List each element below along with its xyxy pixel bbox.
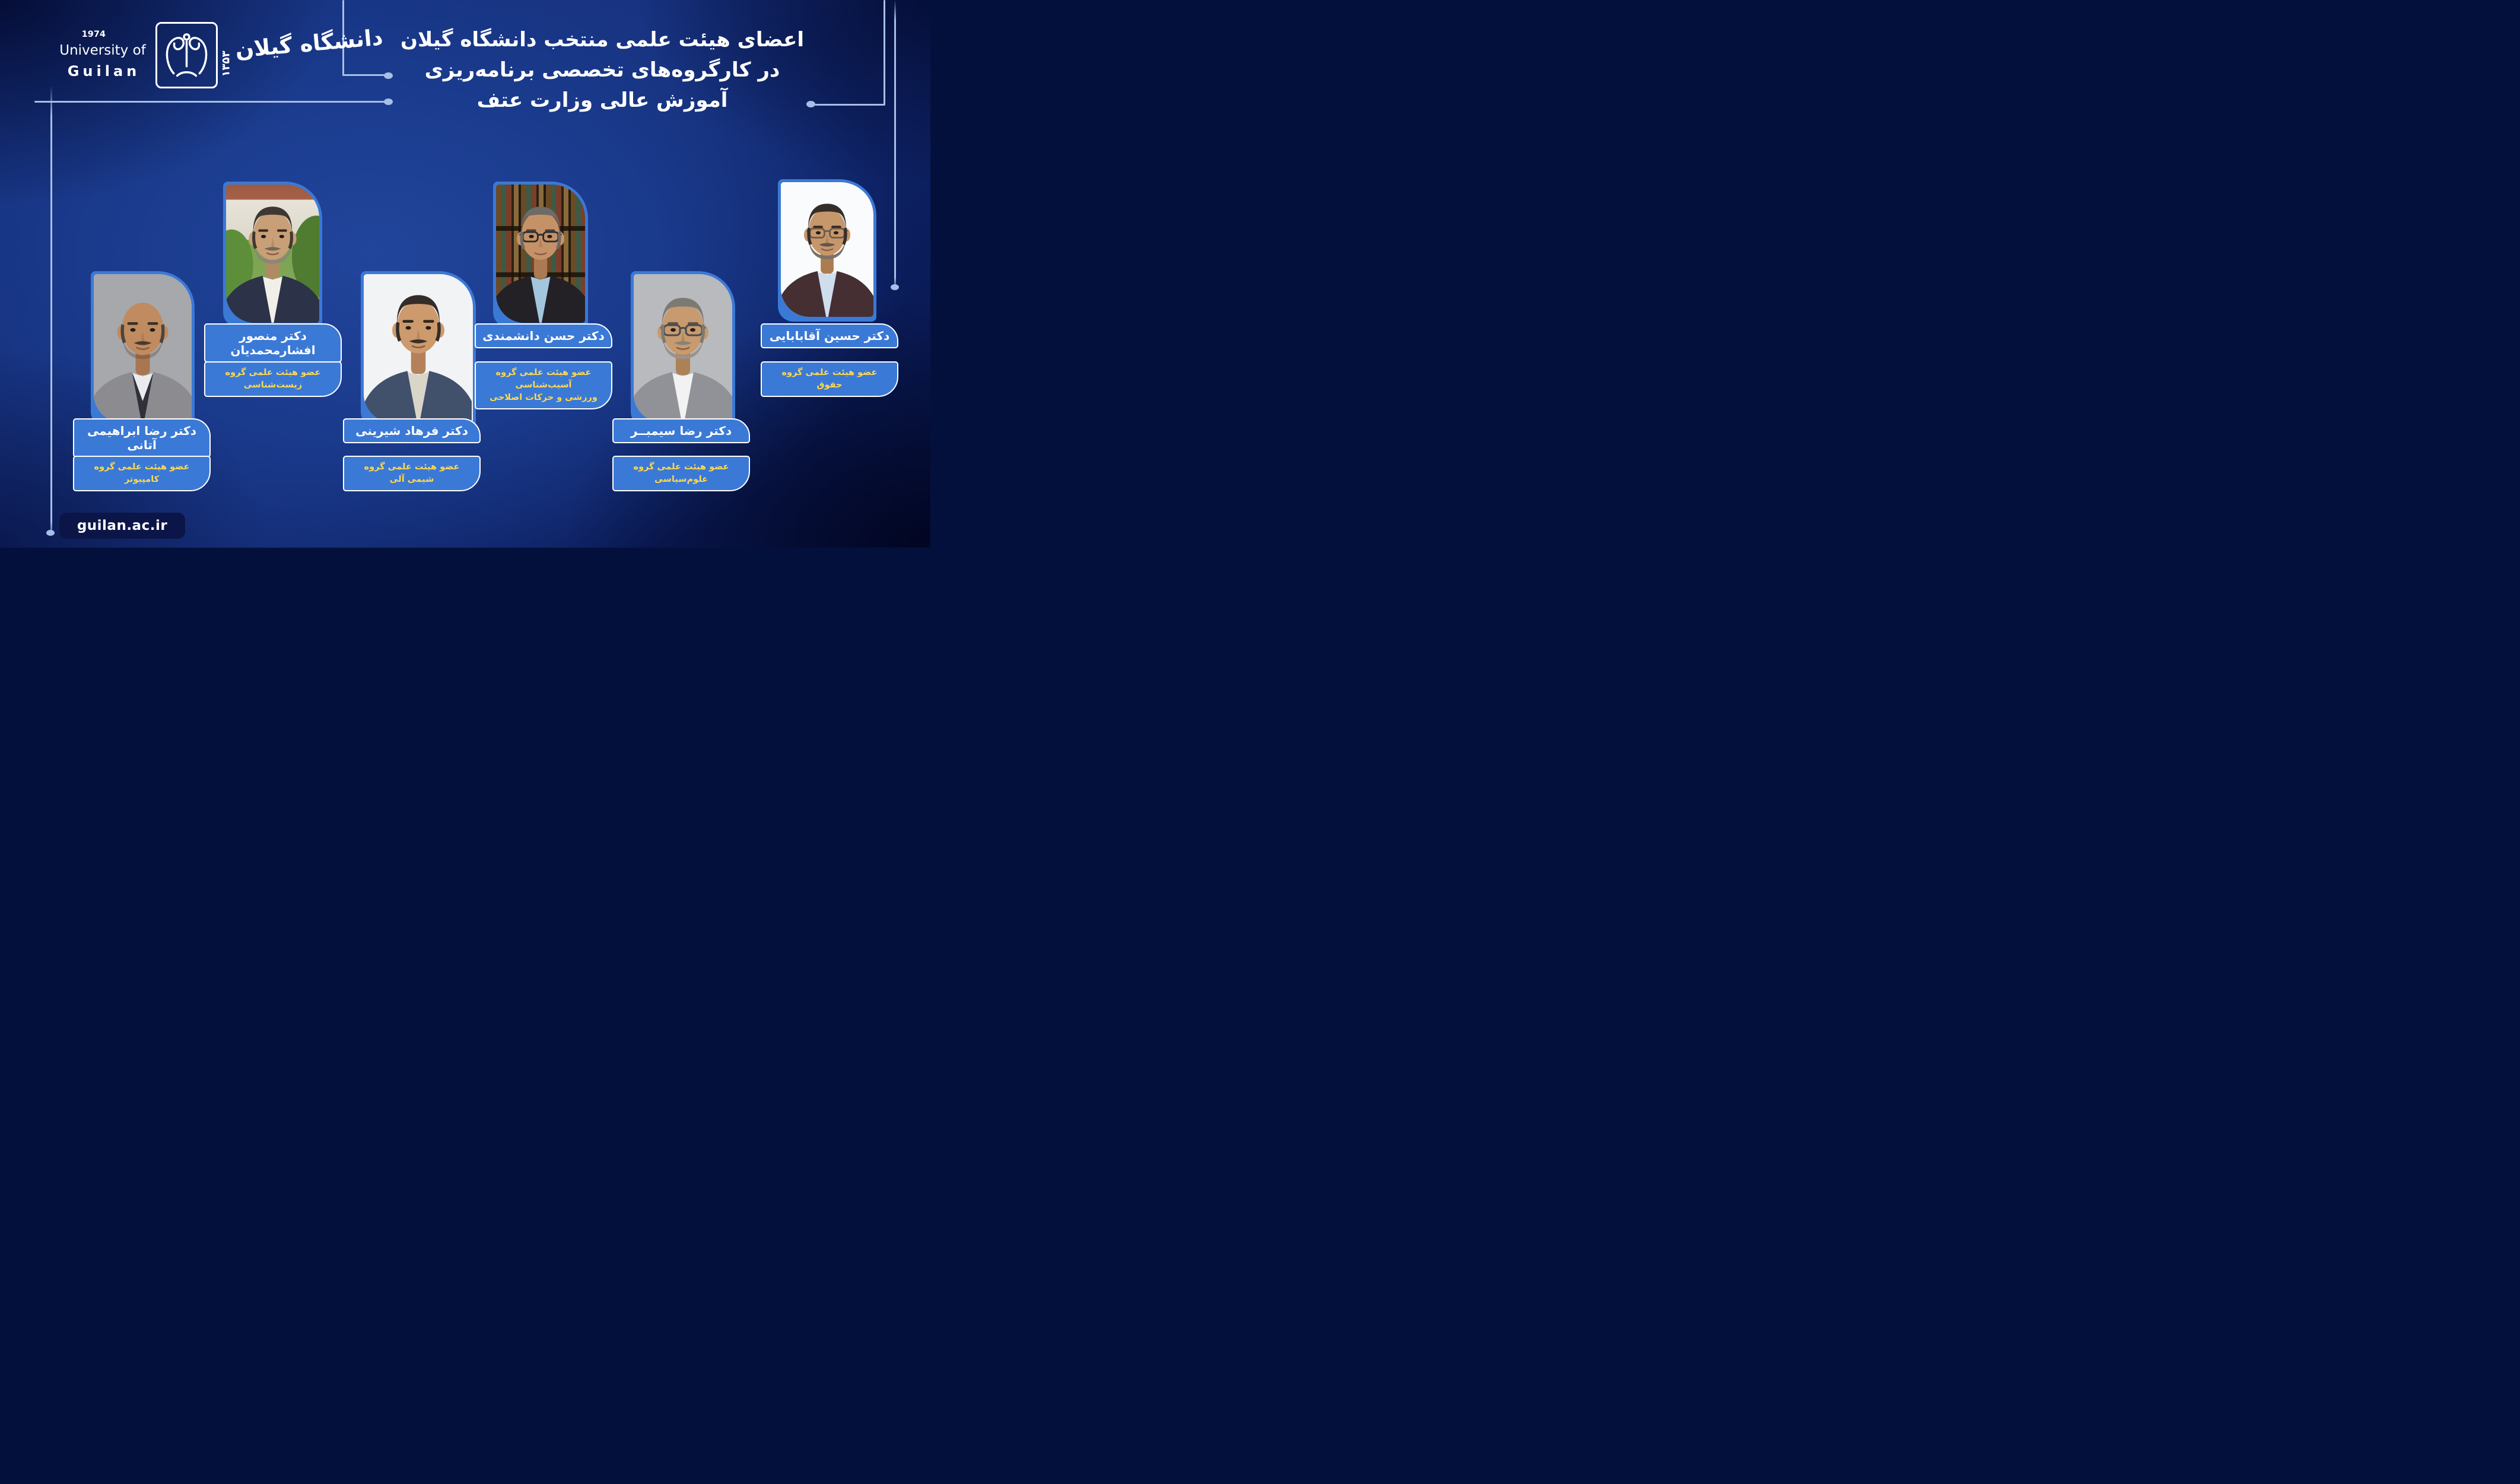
role-line: عضو هیئت علمی گروه علوم‌سیاسی: [633, 462, 729, 485]
decor-left-vertical-line: [50, 85, 52, 535]
decor-edge-vertical-line: [894, 0, 896, 286]
member-photo-card: [223, 182, 322, 328]
website-url-badge[interactable]: guilan.ac.ir: [59, 513, 185, 539]
member-role-badge: [204, 361, 342, 397]
decor-left-horizontal-line: [34, 101, 386, 103]
decor-top-horizontal-line: [342, 74, 386, 76]
decor-right-horizontal-line: [815, 104, 885, 106]
member-photo-card: [91, 271, 195, 427]
decor-edge-dot: [891, 284, 899, 290]
title-line-1: اعضای هیئت علمی منتخب دانشگاه گیلان: [401, 28, 804, 52]
member-portrait: [226, 185, 319, 323]
member-photo-card: [361, 271, 476, 427]
member-name-badge: دکتر حسن دانشمندی: [475, 323, 612, 348]
member-name-badge: دکتر فرهاد شیرینی: [343, 418, 481, 443]
member-portrait: [781, 182, 873, 317]
role-line: عضو هیئت علمی گروه کامپیوتر: [94, 462, 190, 485]
member-portrait: [94, 274, 192, 422]
title-line-2: در کارگروه‌های تخصصی برنامه‌ریزی: [424, 58, 780, 82]
member-photo-card: [631, 271, 735, 427]
role-line: عضو هیئت علمی گروه: [225, 368, 321, 377]
decor-right-vertical-line: [884, 0, 885, 105]
logo-persian-year: ۱۳۵۳: [220, 50, 233, 77]
decor-left-bottom-dot: [46, 530, 55, 536]
title-line-3: آموزش عالی وزارت عتف: [476, 88, 728, 112]
member-role-badge: [612, 456, 750, 491]
poster: [0, 0, 930, 548]
role-line: عضو هیئت علمی گروه شیمی آلی: [364, 462, 460, 485]
member-portrait: [496, 185, 585, 323]
member-name-badge: دکتر رضا سیمبــر: [612, 418, 750, 443]
member-role-badge: [761, 361, 898, 397]
poster-title: [386, 25, 819, 116]
role-line: زیست‌شناسی: [243, 380, 303, 390]
university-name-calligraphy: دانشگاه گیلان: [234, 24, 384, 63]
role-line: عضو هیئت علمی گروه آسیب‌شناسی: [495, 368, 592, 390]
guilan-emblem-icon: [155, 22, 218, 88]
member-portrait: [364, 274, 473, 422]
member-name-badge: دکتر حسین آقابابایی: [761, 323, 898, 348]
member-role-badge: [343, 456, 481, 491]
role-line: ورزشی و حرکات اصلاحی: [490, 393, 598, 403]
member-name-badge: دکتر رضا ابراهیمی آتانی: [73, 418, 211, 457]
member-name-badge: دکتر منصور افشارمحمدیان: [204, 323, 342, 363]
member-role-badge: [475, 361, 612, 409]
member-role-badge: [73, 456, 211, 491]
member-photo-card: [493, 182, 588, 328]
member-photo-card: [778, 179, 876, 322]
logo-year: 1974: [81, 30, 106, 39]
logo-university-of: University of: [59, 43, 146, 58]
member-portrait: [634, 274, 732, 422]
logo-guilan: Guilan: [67, 63, 141, 80]
role-line: عضو هیئت علمی گروه حقوق: [781, 368, 878, 390]
